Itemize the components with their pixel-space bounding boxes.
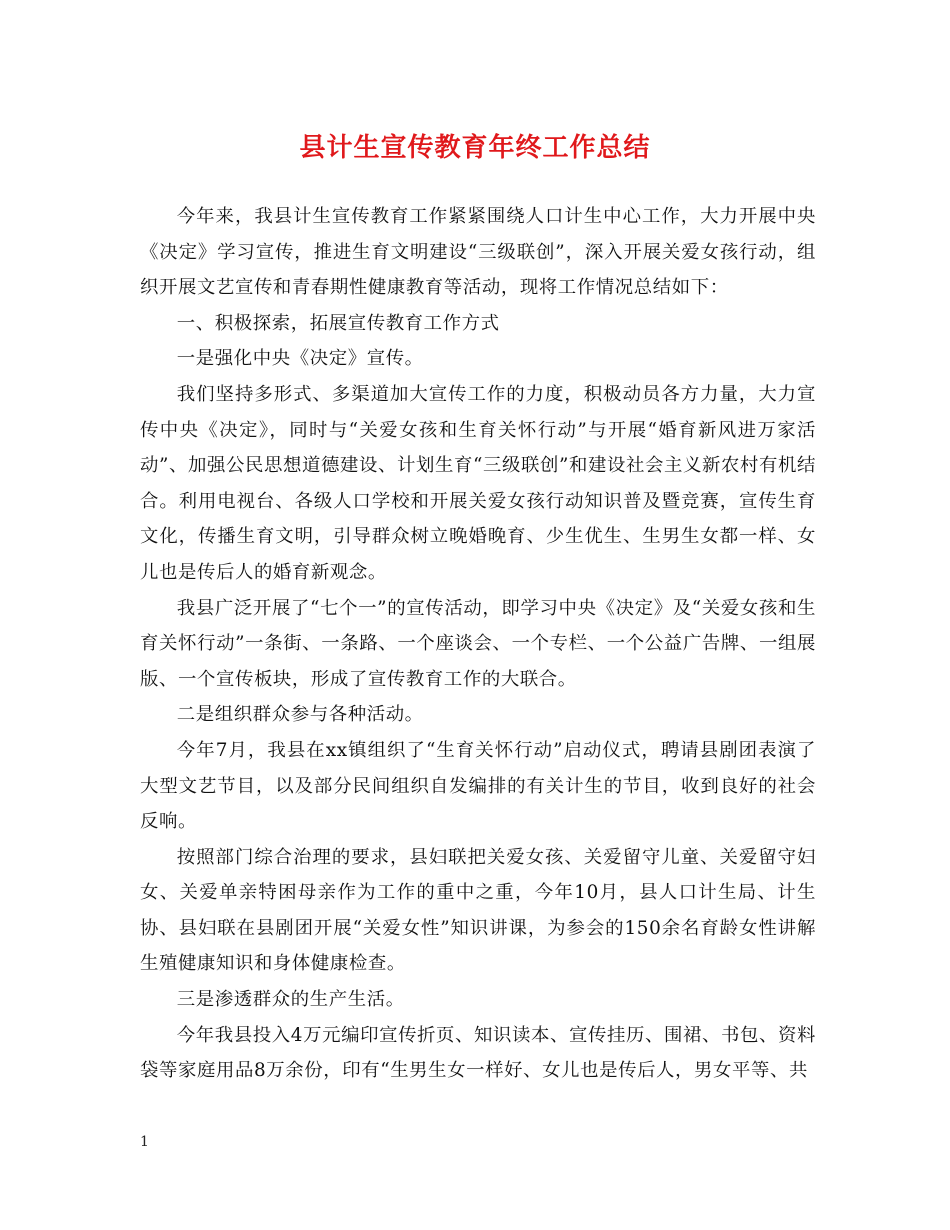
paragraph-intro: 今年来，我县计生宣传教育工作紧紧围绕人口计生中心工作，大力开展中央《决定》学习宣传，推进生育文明建设“三级联创”，深入开展关爱女孩行动，组织开展文艺宣传和青春期性健康教育等活动，现将工作情况总结如下：	[140, 206, 816, 299]
subheading-2: 二是组织群众参与各种活动。	[176, 704, 424, 726]
subheading-3: 三是渗透群众的生产生活。	[176, 989, 405, 1011]
paragraph: 我们坚持多形式、多渠道加大宣传工作的力度，积极动员各方力量，大力宣传中央《决定》，同时与“关爱女孩和生育关怀行动”与开展“婚育新风进万家活动”、加强公民思想道德建设、计划生育“三级联创”和建设社会主义新农村有机结合。利用电视台、各级人口学校和开展关爱女孩行动知识普及暨竞赛，宣传生育文化，传播生育文明，引导群众树立晚婚晚育、少生优生、生男生女都一样、女儿也是传后人的婚育新观念。	[140, 383, 816, 583]
document-body	[140, 199, 816, 1089]
paragraph: 我县广泛开展了“七个一”的宣传活动，即学习中央《决定》及“关爱女孩和生育关怀行动”一条街、一条路、一个座谈会、一个专栏、一个公益广告牌、一组展版、一个宣传板块，形成了宣传教育工作的大联合。	[140, 597, 816, 690]
paragraph: 今年我县投入4万元编印宣传折页、知识读本、宣传挂历、围裙、书包、资料袋等家庭用品8万余份，印有“生男生女一样好、女儿也是传后人，男女平等、共	[140, 1024, 816, 1082]
paragraph: 按照部门综合治理的要求，县妇联把关爱女孩、关爱留守儿童、关爱留守妇女、关爱单亲特困母亲作为工作的重中之重，今年10月，县人口计生局、计生协、县妇联在县剧团开展“关爱女性”知识讲课，为参会的150余名育龄女性讲解生殖健康知识和身体健康检查。	[140, 846, 816, 975]
paragraph: 今年7月，我县在xx镇组织了“生育关怀行动”启动仪式，聘请县剧团表演了大型文艺节目，以及部分民间组织自发编排的有关计生的节目，收到良好的社会反响。	[140, 739, 816, 833]
section-heading-1: 一、积极探索，拓展宣传教育工作方式	[176, 312, 500, 334]
subheading-1: 一是强化中央《决定》宣传。	[176, 348, 424, 370]
document-title: 县计生宣传教育年终工作总结	[299, 133, 651, 163]
page-number: 1	[140, 1134, 149, 1150]
